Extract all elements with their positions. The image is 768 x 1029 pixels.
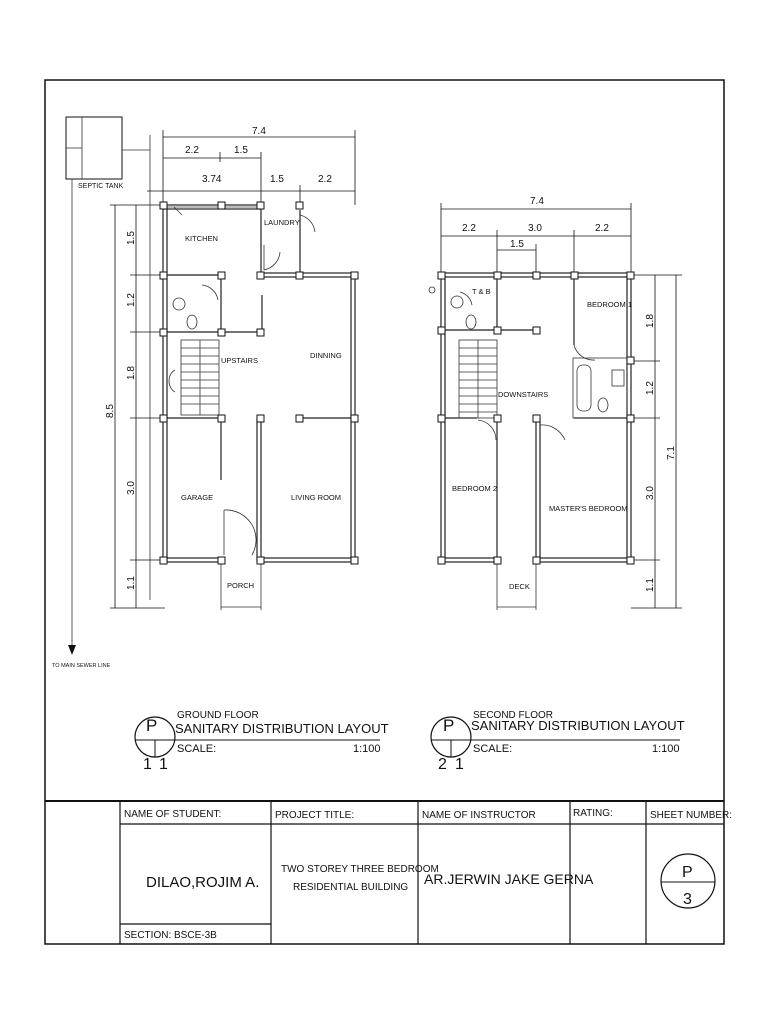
student-label: NAME OF STUDENT: [124, 809, 222, 820]
ground-floor-title [135, 710, 389, 773]
room-bedroom-2: BEDROOM 2 [452, 484, 498, 493]
bathtub-icon [577, 365, 591, 411]
second-right-dimensions [631, 275, 682, 608]
ground-top-dimensions [147, 130, 355, 205]
second-dim-2-2-left: 2.2 [462, 223, 476, 234]
ground-dim-1-1-left: 1.1 [126, 576, 137, 590]
second-dim-total-width: 7.4 [530, 196, 544, 207]
garage-door-swing [224, 510, 256, 555]
sewer-line-label: TO MAIN SEWER LINE [52, 663, 111, 669]
ground-walls [163, 205, 355, 610]
second-title-line2: SANITARY DISTRIBUTION LAYOUT [471, 718, 685, 733]
kitchen-sink-icon [174, 207, 182, 215]
ground-dim-2-2: 2.2 [318, 174, 332, 185]
project-label: PROJECT TITLE: [275, 810, 355, 821]
room-laundry: LAUNDRY [264, 218, 300, 227]
second-scale-value: 1:100 [652, 743, 680, 755]
septic-tank [66, 117, 124, 190]
second-dim-3-0: 3.0 [528, 223, 542, 234]
section-label: SECTION: BSCE-3B [124, 930, 217, 941]
ground-dim-1-2-left: 1.2 [126, 293, 137, 307]
ground-lavatory-icon [173, 298, 185, 310]
project-title-line2: RESIDENTIAL BUILDING [293, 882, 409, 893]
room-kitchen: KITCHEN [185, 234, 218, 243]
laundry-side-door [264, 245, 280, 270]
sheet-letter: P [682, 864, 693, 881]
tb-door-swing [202, 285, 218, 300]
second-dim-2-2-right: 2.2 [595, 223, 609, 234]
ground-title-line1: GROUND FLOOR [177, 710, 259, 721]
ground-dim-total-height: 8.5 [105, 404, 116, 418]
ground-stairs [169, 340, 219, 415]
master-toilet-icon [598, 398, 608, 412]
ground-scale-label: SCALE: [177, 743, 217, 755]
ground-title-line2: SANITARY DISTRIBUTION LAYOUT [175, 721, 389, 736]
second-top-dimensions [441, 203, 631, 275]
room-living-room: LIVING ROOM [291, 493, 342, 502]
second-toilet-icon [466, 315, 476, 329]
second-dim-1-1-right: 1.1 [645, 578, 656, 592]
second-cleanout-icon [429, 287, 435, 293]
second-lavatory-icon [451, 296, 463, 308]
ground-ref-num-a: 1 [143, 756, 152, 773]
room-dinning: DINNING [310, 351, 342, 360]
second-scale-label: SCALE: [473, 743, 513, 755]
ground-dim-1-5-top: 1.5 [234, 145, 248, 156]
second-dim-1-2-right: 1.2 [645, 381, 656, 395]
student-name: DILAO,ROJIM A. [146, 874, 260, 891]
room-tb: T & B [472, 287, 491, 296]
title-block [45, 801, 732, 944]
ground-dim-3-0-left: 3.0 [126, 481, 137, 495]
ground-dim-2-2-top: 2.2 [185, 145, 199, 156]
bedroom2-door-swing [478, 420, 496, 440]
ground-columns [160, 202, 358, 564]
room-bedroom-1: BEDROOM 1 [587, 300, 633, 309]
second-dim-total-height: 7.1 [666, 446, 677, 460]
ground-left-dimensions [110, 205, 165, 608]
ground-ref-num-b: 1 [159, 756, 168, 773]
room-deck: DECK [509, 582, 530, 591]
ground-dim-1-5: 1.5 [270, 174, 284, 185]
second-dim-1-8-right: 1.8 [645, 314, 656, 328]
second-dim-1-5: 1.5 [510, 239, 524, 250]
ground-dim-1-8-left: 1.8 [126, 366, 137, 380]
ground-dim-total-width: 7.4 [252, 126, 266, 137]
sewer-arrow-icon [68, 645, 76, 655]
second-floor-plan [429, 196, 682, 610]
room-masters-bedroom: MASTER'S BEDROOM [549, 504, 628, 513]
rating-label: RATING: [573, 808, 613, 819]
second-ref-num-b: 1 [455, 756, 464, 773]
septic-tank-label: SEPTIC TANK [78, 183, 124, 190]
second-floor-title [431, 710, 685, 773]
master-door-swing [540, 425, 565, 440]
instructor-name: AR.JERWIN JAKE GERNA [424, 871, 594, 887]
ground-dim-3-74: 3.74 [202, 174, 222, 185]
sheet-number: 3 [683, 891, 692, 908]
sheet-number-label: SHEET NUMBER: [650, 810, 733, 821]
room-downstairs: DOWNSTAIRS [498, 390, 549, 399]
project-title-line1: TWO STOREY THREE BEDROOM [281, 864, 439, 875]
second-ref-letter: P [443, 716, 455, 735]
master-lavatory-icon [612, 370, 624, 386]
ground-ref-letter: P [146, 716, 158, 735]
room-porch: PORCH [227, 581, 255, 590]
room-garage: GARAGE [181, 493, 214, 502]
ground-toilet-icon [187, 315, 197, 329]
ground-scale-value: 1:100 [353, 743, 381, 755]
second-title-line1: SECOND FLOOR [473, 710, 554, 721]
laundry-door-swing [300, 215, 315, 232]
instructor-label: NAME OF INSTRUCTOR [422, 810, 536, 821]
second-dim-3-0-right: 3.0 [645, 486, 656, 500]
ground-dim-1-5-left: 1.5 [126, 231, 137, 245]
second-stairs [459, 340, 497, 418]
room-upstairs: UPSTAIRS [221, 356, 258, 365]
ground-floor-plan [52, 117, 358, 669]
second-ref-num-a: 2 [438, 756, 447, 773]
